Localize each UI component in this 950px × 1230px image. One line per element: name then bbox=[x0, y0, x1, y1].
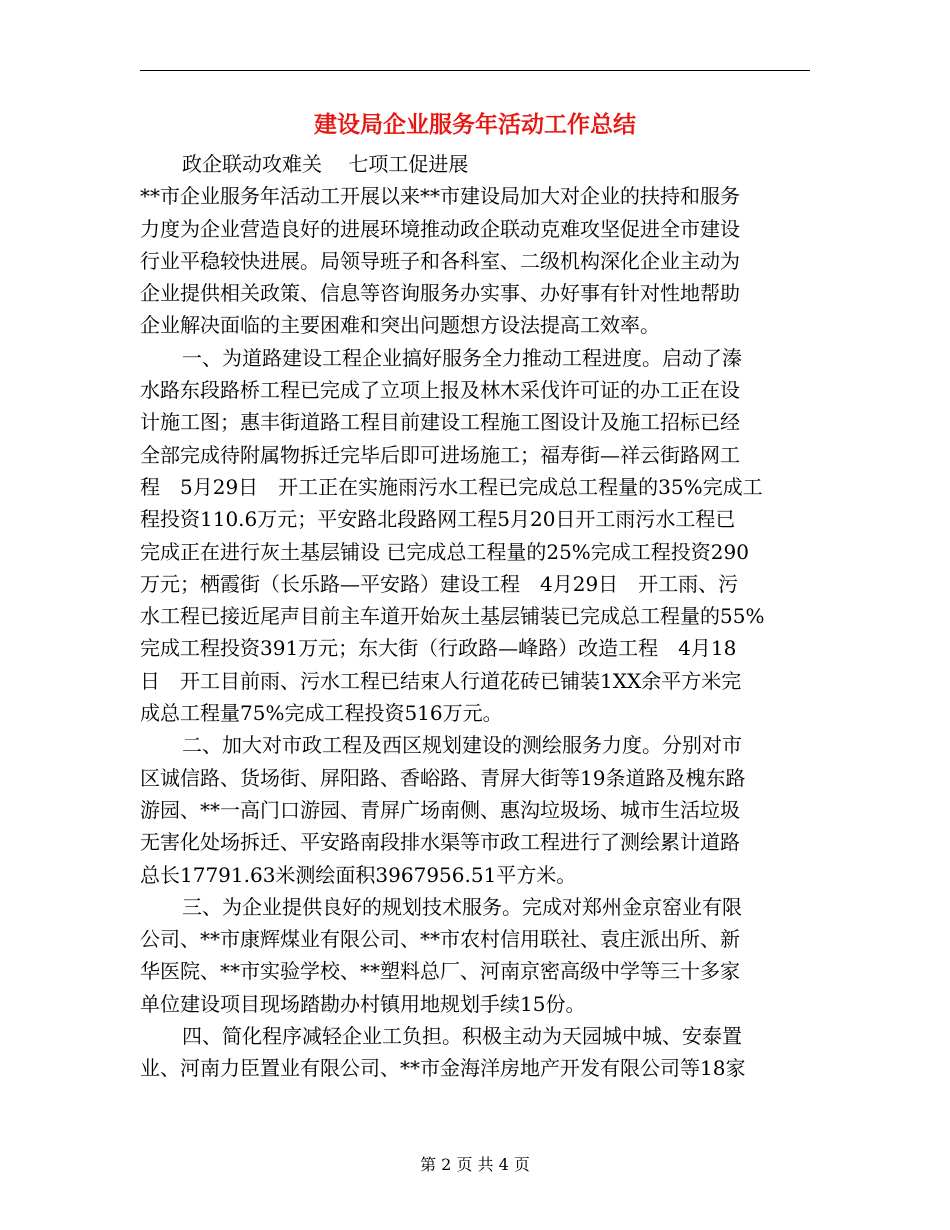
text-line: 成总工程量75%完成工程投资516万元。 bbox=[140, 701, 503, 726]
text-line: 行业平稳较快进展。局领导班子和各科室、二级机构深化企业主动为 bbox=[140, 248, 740, 273]
text-line: 企业提供相关政策、信息等咨询服务办实事、办好事有针对性地帮助 bbox=[140, 281, 740, 306]
document-title: 建设局企业服务年活动工作总结 bbox=[314, 112, 636, 138]
text-line: 企业解决面临的主要困难和突出问题想方设法提高工效率。 bbox=[140, 313, 660, 338]
text-line: 区诚信路、货场街、屏阳路、香峪路、青屏大街等19条道路及槐东路 bbox=[140, 765, 746, 790]
text-line: 四、简化程序减轻企业工负担。积极主动为天园城中城、安泰置 bbox=[182, 1024, 742, 1049]
page-footer: 第 2 页 共 4 页 bbox=[420, 1155, 530, 1174]
text-line: 公司、**市康辉煤业有限公司、**市农村信用联社、袁庄派出所、新 bbox=[140, 927, 740, 952]
text-line: 总长17791.63米测绘面积3967956.51平方米。 bbox=[140, 862, 577, 887]
text-line: 无害化处场拆迁、平安路南段排水渠等市政工程进行了测绘累计道路 bbox=[140, 830, 740, 855]
text-line: 日 开工目前雨、污水工程已结束人行道花砖已铺装1XX余平方米完 bbox=[140, 668, 742, 693]
text-line: 万元；栖霞街（长乐路—平安路）建设工程 4月29日 开工雨、污 bbox=[140, 571, 739, 596]
document-body bbox=[140, 148, 810, 1085]
text-line: 三、为企业提供良好的规划技术服务。完成对郑州金京窑业有限 bbox=[182, 894, 742, 919]
text-line: **市企业服务年活动工开展以来**市建设局加大对企业的扶持和服务 bbox=[140, 184, 740, 209]
text-line: 华医院、**市实验学校、**塑料总厂、河南京密高级中学等三十多家 bbox=[140, 959, 740, 984]
text-line: 程投资110.6万元；平安路北段路网工程5月20日开工雨污水工程已 bbox=[140, 507, 736, 532]
text-line: 程 5月29日 开工正在实施雨污水工程已完成总工程量的35%完成工 bbox=[140, 474, 763, 499]
document-subtitle: 政企联动攻难关 七项工促进展 bbox=[182, 152, 469, 176]
text-line: 单位建设项目现场踏勘办村镇用地规划手续15份。 bbox=[140, 991, 586, 1016]
text-line: 全部完成待附属物拆迁完毕后即可进场施工；福寿街—祥云街路网工 bbox=[140, 442, 740, 467]
text-line: 水工程已接近尾声目前主车道开始灰土基层铺装已完成总工程量的55% bbox=[140, 604, 765, 629]
text-line: 力度为企业营造良好的进展环境推动政企联动克难攻坚促进全市建设 bbox=[140, 216, 740, 241]
text-line: 一、为道路建设工程企业搞好服务全力推动工程进度。启动了溱 bbox=[182, 345, 742, 370]
text-line: 完成正在进行灰土基层铺设 已完成总工程量的25%完成工程投资290 bbox=[140, 539, 749, 564]
text-line: 业、河南力臣置业有限公司、**市金海洋房地产开发有限公司等18家 bbox=[140, 1056, 746, 1081]
text-line: 完成工程投资391万元；东大街（行政路—峰路）改造工程 4月18 bbox=[140, 636, 737, 661]
header-rule bbox=[140, 70, 810, 71]
text-line: 水路东段路桥工程已完成了立项上报及林木采伐许可证的办工正在设 bbox=[140, 378, 740, 403]
text-line: 计施工图；惠丰街道路工程目前建设工程施工图设计及施工招标已经 bbox=[140, 410, 740, 435]
text-line: 二、加大对市政工程及西区规划建设的测绘服务力度。分别对市 bbox=[182, 733, 742, 758]
text-line: 游园、**一高门口游园、青屏广场南侧、惠沟垃圾场、城市生活垃圾 bbox=[140, 797, 740, 822]
